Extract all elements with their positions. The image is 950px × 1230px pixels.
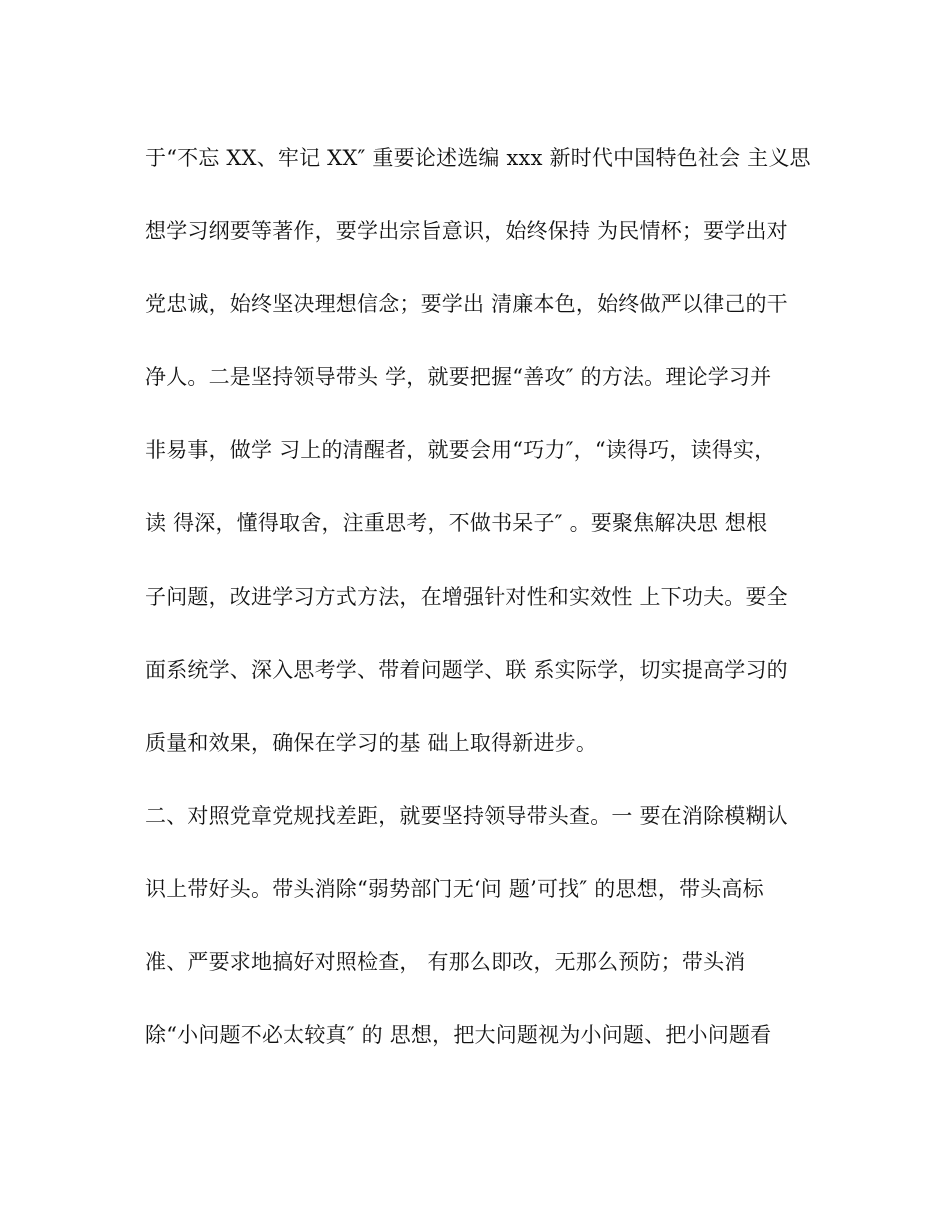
body-text [145, 133, 825, 1083]
text-line-11: 识上带好头。带头消除“弱势部门无‘问 题’可找″ 的思想，带头高标 [145, 876, 764, 901]
text-line-3: 党忠诚，始终坚决理想信念；要学出 清廉本色，始终做严以律己的干 [145, 292, 788, 317]
text-line-8: 面系统学、深入思考学、带着问题学、联 系实际学，切实提高学习的 [145, 657, 788, 682]
text-line-5: 非易事，做学 习上的清醒者，就要会用“巧力″，“读得巧，读得实， [145, 438, 776, 463]
text-line-2: 想学习纲要等著作，要学出宗旨意识，始终保持 为民情杯；要学出对 [145, 219, 788, 244]
text-line-10: 二、对照党章党规找差距，就要坚持领导带头查。一 要在消除模糊认 [145, 803, 788, 828]
text-line-13: 除“小问题不必太较真″ 的 思想，把大问题视为小问题、把小问题看 [145, 1023, 772, 1048]
text-line-9: 质量和效果，确保在学习的基 础上取得新进步。 [145, 730, 598, 755]
text-line-1: 于“不忘 XX、牢记 XX″ 重要论述选编 xxx 新时代中国特色社会 主义思 [145, 146, 811, 170]
text-line-6: 读 得深，懂得取舍，注重思考，不做书呆子″ 。要聚焦解决思 想根 [145, 511, 768, 536]
text-line-7: 子问题，改进学习方式方法，在增强针对性和实效性 上下功夫。要全 [145, 584, 788, 609]
text-line-4: 净人。二是坚持领导带头 学，就要把握“善攻″ 的方法。理论学习并 [145, 365, 772, 390]
text-line-12: 准、严要求地搞好对照检查， 有那么即改，无那么预防；带头消 [145, 950, 746, 975]
